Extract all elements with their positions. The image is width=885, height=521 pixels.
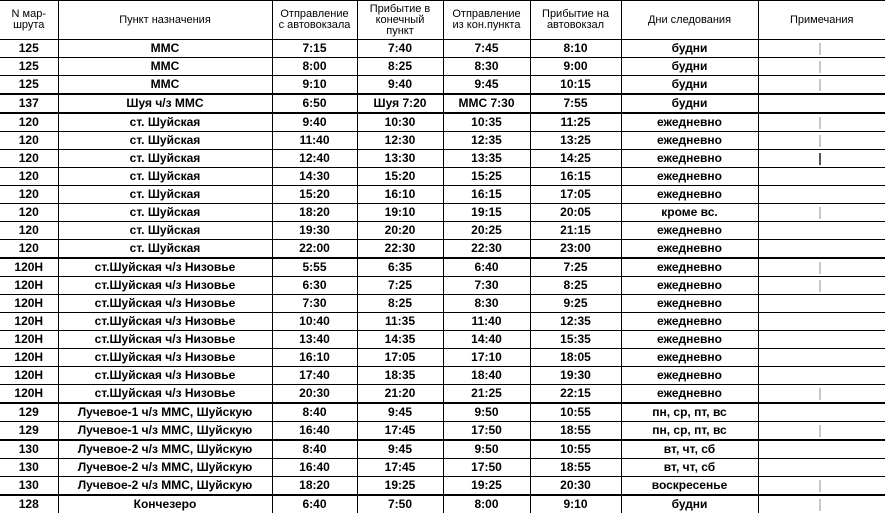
cell-note [758, 132, 885, 150]
header-arrival-end [357, 1, 443, 40]
cell-destination: ст. Шуйская [58, 132, 272, 150]
table-row [0, 240, 885, 259]
cell-departure-end: 14:40 [443, 331, 530, 349]
header-arrival-station-label: Прибытие на автовокзал [542, 8, 609, 31]
cell-arrival-end: 13:30 [357, 150, 443, 168]
cell-arrival-end: 17:45 [357, 422, 443, 441]
text-cursor-mark [819, 135, 821, 147]
cell-note [758, 258, 885, 277]
table-row [0, 495, 885, 513]
table-row [0, 422, 885, 441]
cell-arrival-end: 17:05 [357, 349, 443, 367]
cell-arrival-station: 19:30 [530, 367, 621, 385]
cell-route: 120 [0, 186, 58, 204]
cell-days: ежедневно [621, 385, 758, 404]
cell-arrival-end: 9:45 [357, 403, 443, 422]
cell-days: ежедневно [621, 132, 758, 150]
table-row [0, 94, 885, 113]
header-route [0, 1, 58, 40]
cell-days: кроме вс. [621, 204, 758, 222]
cell-departure: 18:20 [272, 477, 357, 496]
text-cursor-mark [819, 117, 821, 129]
table-row [0, 440, 885, 459]
cell-note [758, 403, 885, 422]
cell-destination: Лучевое-2 ч/з ММС, Шуйскую [58, 440, 272, 459]
cell-destination: ст.Шуйская ч/з Низовье [58, 277, 272, 295]
header-row [0, 1, 885, 40]
header-departure-end [443, 1, 530, 40]
cell-route: 128 [18, 497, 39, 511]
cell-days: вт, чт, сб [621, 459, 758, 477]
cell-departure-end: 8:30 [443, 58, 530, 76]
cell-departure-end: 6:40 [443, 258, 530, 277]
cell-arrival-end: 9:45 [357, 440, 443, 459]
cell-destination: Лучевое-1 ч/з ММС, Шуйскую [58, 403, 272, 422]
cell-departure: 13:40 [272, 331, 357, 349]
table-row [0, 58, 885, 76]
cell-departure: 9:10 [272, 76, 357, 95]
cell-note [758, 495, 885, 513]
cell-arrival-end: 21:20 [357, 385, 443, 404]
cell-route: 120Н [0, 295, 58, 313]
table-row [0, 385, 885, 404]
text-cursor-mark [819, 262, 821, 274]
cell-destination: ст. Шуйская [58, 204, 272, 222]
cell-route: 130 [0, 440, 58, 459]
cell-arrival-end: 8:25 [357, 295, 443, 313]
cell-departure: 15:20 [272, 186, 357, 204]
cell-departure: 16:10 [272, 349, 357, 367]
cell-route: 120Н [0, 331, 58, 349]
cell-destination: ст. Шуйская [58, 240, 272, 259]
header-destination [58, 1, 272, 40]
cell-departure-end: 8:00 [443, 495, 530, 513]
cell-note [758, 168, 885, 186]
cell-departure-end: 17:50 [443, 459, 530, 477]
cell-days: ежедневно [621, 240, 758, 259]
cell-route: 120Н [0, 258, 58, 277]
cell-arrival-end: 22:30 [357, 240, 443, 259]
header-departure-end-label: Отправление из кон.пункта [452, 8, 521, 31]
cell-destination: Кончезеро [58, 495, 272, 513]
cell-route: 120Н [0, 277, 58, 295]
cell-note [758, 313, 885, 331]
cell-note [758, 331, 885, 349]
cell-departure-end: 16:15 [443, 186, 530, 204]
cell-note [758, 349, 885, 367]
cell-departure-end: 8:30 [443, 295, 530, 313]
cell-note [758, 113, 885, 132]
cell-destination: ст. Шуйская [58, 150, 272, 168]
cell-arrival-end: 14:35 [357, 331, 443, 349]
cell-route: 120 [0, 168, 58, 186]
cell-departure: 6:30 [272, 277, 357, 295]
cell-destination: ст.Шуйская ч/з Низовье [58, 331, 272, 349]
cell-route: 129 [0, 422, 58, 441]
cell-days: пн, ср, пт, вс [621, 403, 758, 422]
cell-arrival-station: 22:15 [530, 385, 621, 404]
cell-note [758, 277, 885, 295]
cell-arrival-end: 19:10 [357, 204, 443, 222]
cell-route: 120 [0, 204, 58, 222]
text-cursor-mark [819, 480, 821, 492]
cell-arrival-end: 18:35 [357, 367, 443, 385]
table-row [0, 331, 885, 349]
cell-days: вт, чт, сб [621, 440, 758, 459]
cell-arrival-station: 10:15 [530, 76, 621, 95]
cell-route: 120Н [0, 367, 58, 385]
cell-note [758, 204, 885, 222]
cell-departure: 18:20 [272, 204, 357, 222]
cell-departure-end: 7:45 [443, 40, 530, 58]
table-row [0, 459, 885, 477]
cell-arrival-end: 19:25 [357, 477, 443, 496]
cell-days: воскресенье [621, 477, 758, 496]
cell-destination: ст. Шуйская [58, 186, 272, 204]
cell-destination: Лучевое-2 ч/з ММС, Шуйскую [58, 477, 272, 496]
table-row [0, 186, 885, 204]
cell-arrival-end: 15:20 [357, 168, 443, 186]
cell-note [758, 295, 885, 313]
cell-departure-end: 13:35 [443, 150, 530, 168]
cell-arrival-station: 12:35 [530, 313, 621, 331]
cell-note [758, 422, 885, 441]
cell-route: 130 [0, 459, 58, 477]
header-days [621, 1, 758, 40]
header-route-label: N мар- шрута [11, 8, 46, 31]
cell-departure: 19:30 [272, 222, 357, 240]
cell-destination: ст. Шуйская [58, 222, 272, 240]
cell-note [758, 385, 885, 404]
cell-departure: 16:40 [272, 459, 357, 477]
cell-route: 120Н [0, 349, 58, 367]
cell-note [758, 150, 885, 168]
cell-departure: 11:40 [272, 132, 357, 150]
cell-note [758, 477, 885, 496]
cell-arrival-station: 20:05 [530, 204, 621, 222]
cell-departure: 22:00 [272, 240, 357, 259]
cell-arrival-station: 21:15 [530, 222, 621, 240]
cell-departure: 9:40 [272, 113, 357, 132]
cell-arrival-station: 23:00 [530, 240, 621, 259]
cell-arrival-station: 13:25 [530, 132, 621, 150]
table-row [0, 477, 885, 496]
cell-departure: 14:30 [272, 168, 357, 186]
header-arrival-station [530, 1, 621, 40]
cell-destination: ст.Шуйская ч/з Низовье [58, 295, 272, 313]
cell-arrival-end: Шуя 7:20 [357, 94, 443, 113]
cell-days: ежедневно [621, 168, 758, 186]
table-row [0, 40, 885, 58]
text-cursor-mark [819, 43, 821, 55]
cell-arrival-station: 8:25 [530, 277, 621, 295]
table-row [0, 168, 885, 186]
header-arrival-end-label: Прибытие в конечный пункт [369, 2, 431, 37]
cell-route: 120 [0, 113, 58, 132]
header-departure-label: Отправление с автовокзала [278, 8, 351, 31]
cell-arrival-end: 8:25 [357, 58, 443, 76]
cell-destination: ст. Шуйская [58, 113, 272, 132]
text-cursor-mark [819, 79, 821, 91]
text-cursor-mark [819, 499, 821, 511]
cell-arrival-station: 18:55 [530, 422, 621, 441]
cell-arrival-station: 11:25 [530, 113, 621, 132]
cell-arrival-end: 17:45 [357, 459, 443, 477]
cell-arrival-end: 7:50 [357, 495, 443, 513]
text-cursor-mark [819, 153, 821, 165]
cell-departure-end: 22:30 [443, 240, 530, 259]
cell-days: будни [621, 94, 758, 113]
cell-departure-end: 10:35 [443, 113, 530, 132]
cell-departure: 12:40 [272, 150, 357, 168]
cell-arrival-end: 6:35 [357, 258, 443, 277]
cell-days: ежедневно [621, 331, 758, 349]
cell-departure-end: 12:35 [443, 132, 530, 150]
table-row [0, 403, 885, 422]
cell-arrival-end: 7:25 [357, 277, 443, 295]
header-notes-label: Примечания [789, 13, 854, 26]
cell-departure-end: 21:25 [443, 385, 530, 404]
cell-route: 120 [0, 222, 58, 240]
cell-destination: ст.Шуйская ч/з Низовье [58, 258, 272, 277]
cell-arrival-station: 7:25 [530, 258, 621, 277]
cell-arrival-end: 20:20 [357, 222, 443, 240]
cell-route: 120 [0, 132, 58, 150]
cell-destination: ст.Шуйская ч/з Низовье [58, 385, 272, 404]
header-notes [758, 1, 885, 40]
cell-departure-end: 9:50 [443, 440, 530, 459]
table-row [0, 277, 885, 295]
cell-arrival-station: 10:55 [530, 403, 621, 422]
cell-note [758, 40, 885, 58]
cell-note [758, 76, 885, 95]
cell-route: 120Н [0, 313, 58, 331]
cell-departure-end: 18:40 [443, 367, 530, 385]
table-row [0, 367, 885, 385]
cell-days: ежедневно [621, 222, 758, 240]
table-row [0, 295, 885, 313]
cell-route: 130 [0, 477, 58, 496]
cell-arrival-station: 9:25 [530, 295, 621, 313]
text-cursor-mark [819, 388, 821, 400]
table-row [0, 76, 885, 95]
cell-departure: 8:40 [272, 440, 357, 459]
cell-route: 129 [0, 403, 58, 422]
cell-destination: ММС [58, 76, 272, 95]
cell-days: будни [621, 58, 758, 76]
cell-arrival-end: 10:30 [357, 113, 443, 132]
cell-days: ежедневно [621, 258, 758, 277]
cell-arrival-end: 9:40 [357, 76, 443, 95]
cell-note [758, 94, 885, 113]
cell-departure: 7:30 [272, 295, 357, 313]
header-days-label: Дни следования [647, 13, 732, 26]
text-cursor-mark [819, 425, 821, 437]
cell-note [758, 186, 885, 204]
cell-arrival-end: 11:35 [357, 313, 443, 331]
cell-departure-end: 17:10 [443, 349, 530, 367]
cell-days: ежедневно [621, 367, 758, 385]
cell-departure-end: 15:25 [443, 168, 530, 186]
cell-arrival-station: 9:00 [530, 58, 621, 76]
cell-days: ежедневно [621, 313, 758, 331]
table-row [0, 132, 885, 150]
cell-departure: 5:55 [272, 258, 357, 277]
cell-route: 120Н [0, 385, 58, 404]
cell-days: ежедневно [621, 186, 758, 204]
cell-route: 125 [0, 76, 58, 95]
cell-destination: ст.Шуйская ч/з Низовье [58, 313, 272, 331]
cell-note [758, 367, 885, 385]
cell-departure: 7:15 [272, 40, 357, 58]
cell-days: будни [621, 40, 758, 58]
cell-note [758, 459, 885, 477]
text-cursor-mark [819, 207, 821, 219]
cell-departure-end: 7:30 [443, 277, 530, 295]
cell-route: 137 [0, 94, 58, 113]
cell-arrival-station: 15:35 [530, 331, 621, 349]
cell-route: 125 [0, 40, 58, 58]
cell-departure: 6:40 [272, 495, 357, 513]
cell-departure-end: 20:25 [443, 222, 530, 240]
cell-departure-end: 19:15 [443, 204, 530, 222]
table-row [0, 222, 885, 240]
cell-note [758, 58, 885, 76]
table-row [0, 150, 885, 168]
header-destination-label: Пункт назначения [119, 13, 211, 26]
cell-departure: 6:50 [272, 94, 357, 113]
cell-destination: Шуя ч/з ММС [58, 94, 272, 113]
header-departure [272, 1, 357, 40]
cell-departure: 16:40 [272, 422, 357, 441]
cell-destination: ст.Шуйская ч/з Низовье [58, 367, 272, 385]
cell-arrival-station: 16:15 [530, 168, 621, 186]
cell-departure-end: 17:50 [443, 422, 530, 441]
cell-days: ежедневно [621, 349, 758, 367]
cell-departure-end: ММС 7:30 [443, 94, 530, 113]
cell-departure: 8:00 [272, 58, 357, 76]
cell-arrival-station: 20:30 [530, 477, 621, 496]
cell-arrival-station: 17:05 [530, 186, 621, 204]
cell-arrival-station: 10:55 [530, 440, 621, 459]
cell-departure: 17:40 [272, 367, 357, 385]
cell-days: будни [621, 76, 758, 95]
text-cursor-mark [819, 61, 821, 73]
table-row [0, 113, 885, 132]
cell-arrival-station: 7:55 [530, 94, 621, 113]
cell-departure: 8:40 [272, 403, 357, 422]
cell-arrival-end: 12:30 [357, 132, 443, 150]
cell-note [758, 222, 885, 240]
cell-days: будни [621, 495, 758, 513]
cell-destination: ст. Шуйская [58, 168, 272, 186]
table-row [0, 349, 885, 367]
cell-departure: 20:30 [272, 385, 357, 404]
cell-route: 120 [0, 240, 58, 259]
cell-days: ежедневно [621, 150, 758, 168]
cell-destination: Лучевое-1 ч/з ММС, Шуйскую [58, 422, 272, 441]
cell-days: пн, ср, пт, вс [621, 422, 758, 441]
table-row [0, 313, 885, 331]
cell-destination: ст.Шуйская ч/з Низовье [58, 349, 272, 367]
cell-destination: Лучевое-2 ч/з ММС, Шуйскую [58, 459, 272, 477]
cell-days: ежедневно [621, 277, 758, 295]
cell-note [758, 240, 885, 259]
table-row [0, 204, 885, 222]
cell-arrival-station: 18:05 [530, 349, 621, 367]
cell-destination: ММС [58, 58, 272, 76]
cell-arrival-end: 7:40 [357, 40, 443, 58]
cell-departure-end: 11:40 [443, 313, 530, 331]
cell-route: 125 [0, 58, 58, 76]
cell-departure-end: 19:25 [443, 477, 530, 496]
cell-arrival-station: 9:10 [530, 495, 621, 513]
cell-arrival-station: 8:10 [530, 40, 621, 58]
cell-arrival-station: 18:55 [530, 459, 621, 477]
schedule-body [0, 40, 885, 514]
cell-days: ежедневно [621, 113, 758, 132]
text-cursor-mark [819, 280, 821, 292]
cell-route: 120 [0, 150, 58, 168]
cell-days: ежедневно [621, 295, 758, 313]
cell-departure: 10:40 [272, 313, 357, 331]
cell-departure-end: 9:45 [443, 76, 530, 95]
table-row [0, 258, 885, 277]
cell-departure-end: 9:50 [443, 403, 530, 422]
cell-destination: ММС [58, 40, 272, 58]
cell-arrival-station: 14:25 [530, 150, 621, 168]
cell-note [758, 440, 885, 459]
cell-arrival-end: 16:10 [357, 186, 443, 204]
